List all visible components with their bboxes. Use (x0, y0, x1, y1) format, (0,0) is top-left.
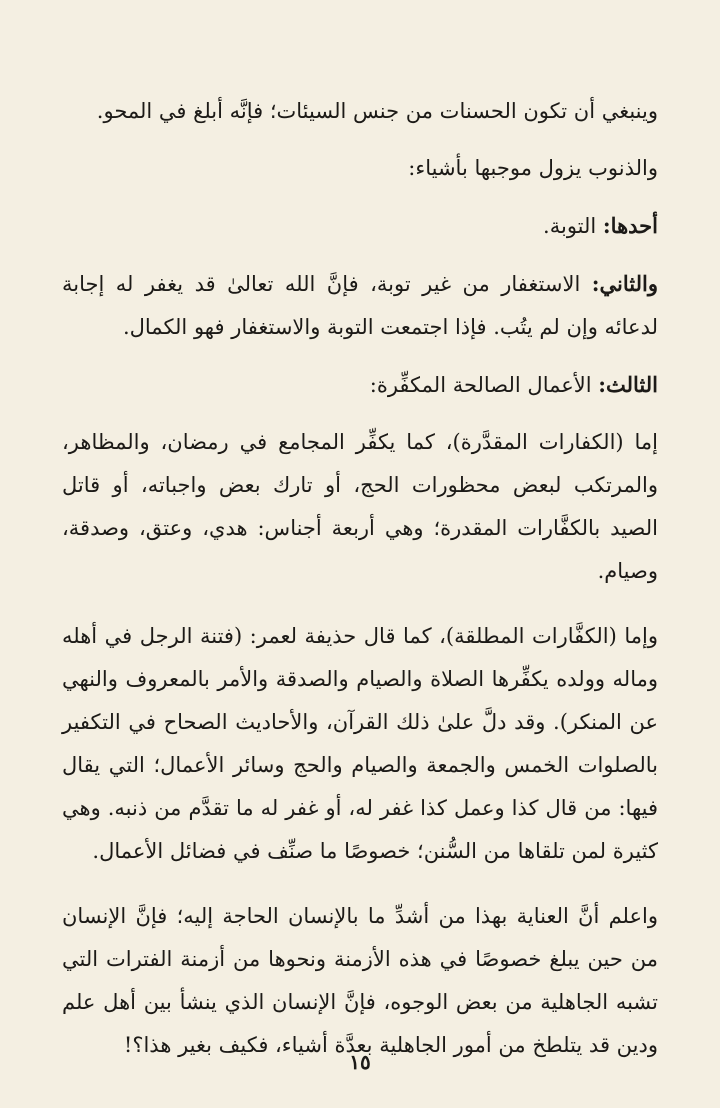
paragraph-text: الاستغفار من غير توبة، فإنَّ الله تعالىٰ قد يغفر له إجابة لدعائه وإن لم يتُب. فإذا اجتمعت التوبة والاستغفار فهو الكمال. (62, 272, 658, 339)
paragraph-fixed-expiations (62, 421, 658, 593)
paragraph-sins-intro (62, 147, 658, 190)
paragraph-text: والذنوب يزول موجبها بأشياء: (408, 156, 658, 180)
paragraph-text: وإما (الكفَّارات المطلقة)، كما قال حذيفة لعمر: (فتنة الرجل في أهله وماله وولده يكفِّرها الصلاة والصيام والصدقة والأمر بالمعروف والنهي عن المنكر). وقد دلَّ علىٰ ذلك القرآن، والأحاديث الصحاح في التكفير بالصلوات الخمس والجمعة والصيام والحج وسائر الأعمال؛ التي يقال فيها: من قال كذا وعمل كذا غفر له، أو غفر له ما تقدَّم من ذنبه. وهي كثيرة لمن تلقاها من السُّنن؛ خصوصًا ما صنِّف في فضائل الأعمال. (62, 624, 658, 863)
paragraph-third-deeds (62, 363, 658, 407)
paragraph-text: وينبغي أن تكون الحسنات من جنس السيئات؛ فإنَّه أبلغ في المحو. (96, 99, 658, 123)
paragraph-second-istighfar (62, 262, 658, 349)
paragraph-care-importance (62, 895, 658, 1067)
paragraph-lead: أحدها: (602, 213, 658, 238)
paragraph-text: واعلم أنَّ العناية بهذا من أشدِّ ما بالإنسان الحاجة إليه؛ فإنَّ الإنسان من حين يبلغ خصوصًا في هذه الأزمنة ونحوها من أزمنة الفترات التي تشبه الجاهلية من بعض الوجوه، فإنَّ الإنسان الذي ينشأ بين أهل علم ودين قد يتلطخ من أمور الجاهلية بعدَّة أشياء، فكيف بغير هذا؟! (62, 904, 658, 1057)
paragraph-text: الأعمال الصالحة المكفِّرة: (369, 373, 599, 397)
paragraph-lead: والثاني: (591, 271, 658, 296)
page-number: ١٥ (349, 1050, 371, 1074)
paragraph-text: التوبة. (543, 214, 603, 238)
paragraph-general-expiations (62, 615, 658, 873)
paragraph-good-deeds (62, 90, 658, 133)
paragraph-first-repentance (62, 204, 658, 248)
paragraph-text: إما (الكفارات المقدَّرة)، كما يكفِّر المجامع في رمضان، والمظاهر، والمرتكب لبعض محظورات الحج، أو تارك بعض واجباته، أو قاتل الصيد بالكفَّارات المقدرة؛ وهي أربعة أجناس: هدي، وعتق، وصدقة، وصيام. (62, 430, 658, 583)
paragraph-lead: الثالث: (598, 372, 658, 397)
